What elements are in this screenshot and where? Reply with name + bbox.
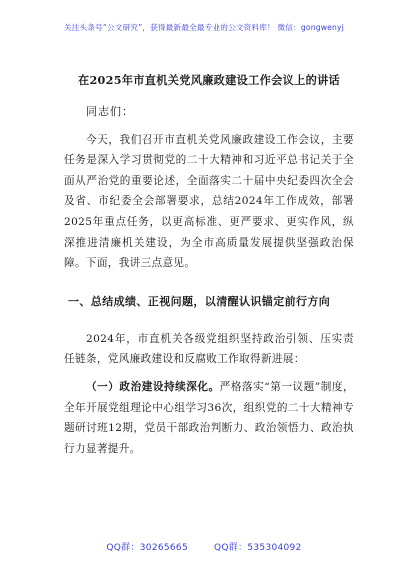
qq-group-label-1: QQ群： bbox=[106, 543, 140, 553]
subsection-label: （一）政治建设持续深化。 bbox=[86, 380, 220, 393]
salutation: 同志们： bbox=[86, 104, 134, 118]
section-heading: 一、总结成绩、正视问题，以清醒认识锚定前行方向 bbox=[68, 294, 331, 308]
qq-group-label-2: QQ群： bbox=[213, 543, 248, 553]
header-banner: 关注头条号“公文研究”，获得最新最全最专业的公文资料库！ 微信：gongwenyj bbox=[63, 23, 345, 32]
footer-contacts bbox=[0, 540, 408, 553]
intro-paragraph: 今天，我们召开市直机关党风廉政建设工作会议，主要任务是深入学习贯彻党的二十大精神和习近平总书记关于全面从严治党的重要论述，全面落实二十届中央纪委四次全会及省、市纪委全会部署要求，总结2024年工作成效，部署2025年重点任务，以更高标准、更严要求、更实作风，纵深推进清廉机关建设，为全市高质量发展提供坚强政治保障。下面，我讲三点意见。 bbox=[64, 133, 354, 270]
subsection-paragraph bbox=[64, 377, 354, 459]
document-body bbox=[64, 73, 354, 459]
subsection-text: 严格落实“第一议题”制度，全年开展党组理论中心组学习36次，组织党的二十大精神专题研讨班12期，党员干部政治判断力、政治领悟力、政治执行力显著提升。 bbox=[64, 380, 354, 455]
qq-group-number-1: 30265665 bbox=[139, 543, 188, 553]
qq-group-number-2: 535304092 bbox=[247, 543, 302, 553]
summary-paragraph: 2024年，市直机关各级党组织坚持政治引领、压实责任链条，党风廉政建设和反腐败工作取得新进展： bbox=[64, 332, 354, 366]
document-title: 在2025年市直机关党风廉政建设工作会议上的讲话 bbox=[77, 73, 341, 87]
